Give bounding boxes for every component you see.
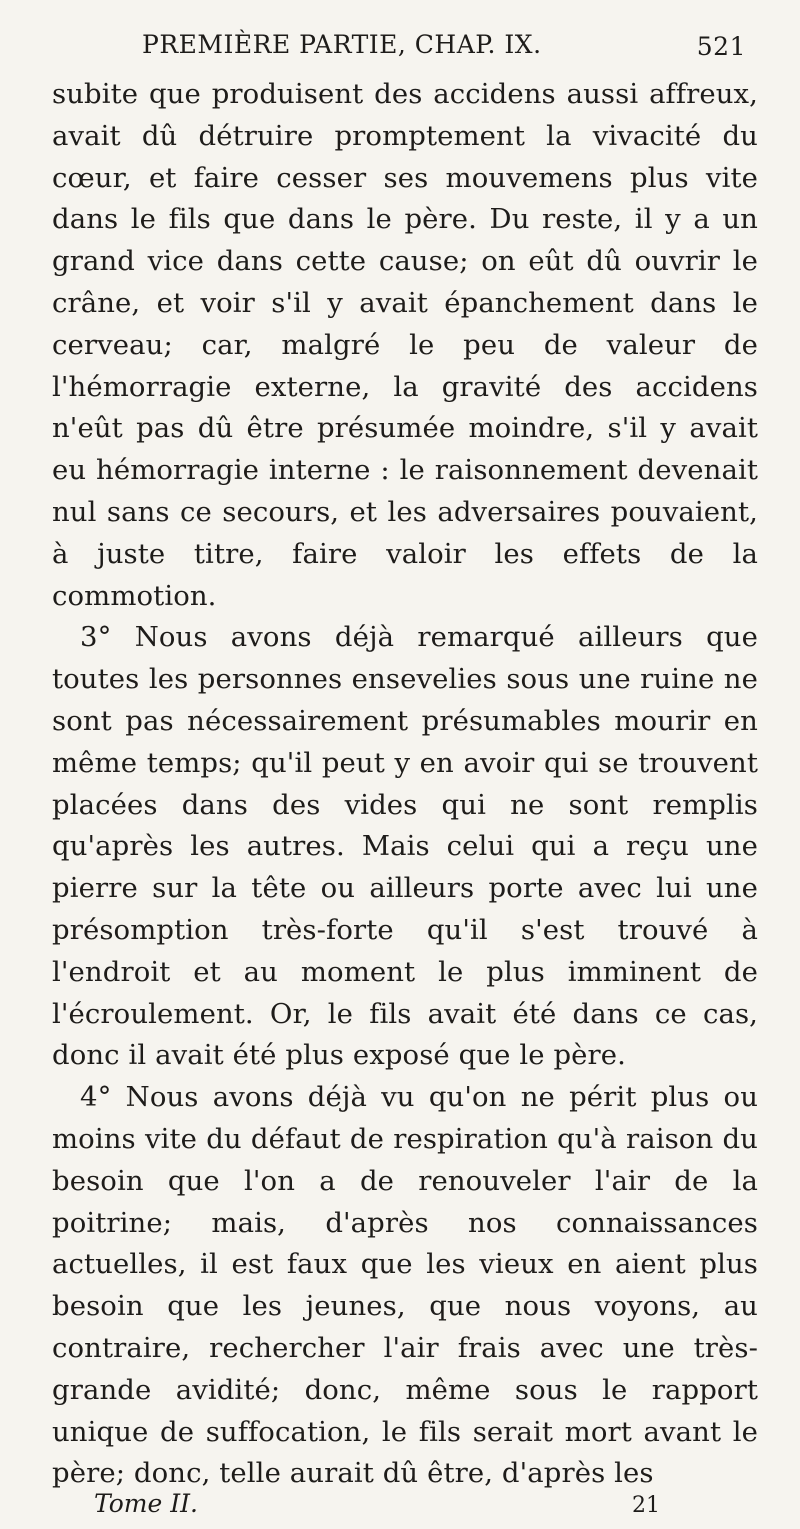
paragraph-continuation: subite que produisent des accidens aussi affreux, avait dû détruire promptement la vivacité du cœur, et faire cesser ses mouvemens plus vite dans le fils que dans le père. Du reste, il y a un grand vice dans cette cause; on eût dû ouvrir le crâne, et voir s'il y avait épanchement dans le cerveau; car, malgré le peu de valeur de l'hémorragie externe, la gravité des accidens n'eût pas dû être présumée moindre, s'il y avait eu hémorragie interne : le raisonnement devenait nul sans ce secours, et les adversaires pouvaient, à juste titre, faire valoir les effets de la commotion. [52, 78, 758, 612]
running-title: PREMIÈRE PARTIE, CHAP. IX. [142, 30, 542, 59]
paragraph-point-4: 4° Nous avons déjà vu qu'on ne périt plus ou moins vite du défaut de respiration qu'à raison du besoin que l'on a de renouveler l'air de la poitrine; mais, d'après nos connaissances actuelles, il est faux que les vieux en aient plus besoin que les jeunes, que nous voyons, au contraire, rechercher l'air frais avec une très-grande avidité; donc, même sous le rapport unique de suffocation, le fils serait mort avant le père; donc, telle aurait dû être, d'après les [52, 1081, 758, 1490]
page-number: 521 [696, 32, 746, 61]
body-text [52, 74, 758, 1495]
paragraph-point-3: 3° Nous avons déjà remarqué ailleurs que toutes les personnes ensevelies sous une ruine ne sont pas nécessairement présumables mourir en même temps; qu'il peut y en avoir qui se trouvent placées dans des vides qui ne sont remplis qu'après les autres. Mais celui qui a reçu une pierre sur la tête ou ailleurs porte avec lui une présomption très-forte qu'il s'est trouvé à l'endroit et au moment le plus imminent de l'écroulement. Or, le fils avait été dans ce cas, donc il avait été plus exposé que le père. [52, 621, 758, 1072]
sheet-number: 21 [632, 1493, 660, 1519]
volume-signature: Tome II. [94, 1489, 198, 1519]
page-footer [52, 1489, 758, 1529]
running-head [52, 30, 758, 74]
